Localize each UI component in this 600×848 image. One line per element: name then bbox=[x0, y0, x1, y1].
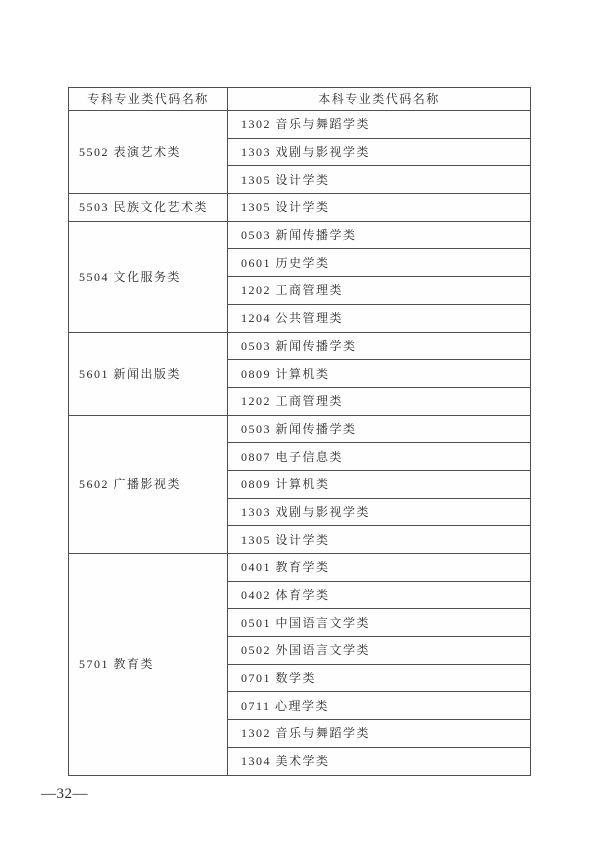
benke-cell: 1305 设计学类 bbox=[228, 166, 531, 194]
benke-cell: 0501 中国语言文学类 bbox=[228, 609, 531, 637]
benke-cell: 1204 公共管理类 bbox=[228, 304, 531, 332]
benke-cell: 0503 新闻传播学类 bbox=[228, 332, 531, 360]
benke-cell: 1305 设计学类 bbox=[228, 194, 531, 222]
benke-cell: 0402 体育学类 bbox=[228, 581, 531, 609]
benke-cell: 0711 心理学类 bbox=[228, 692, 531, 720]
page-number: —32— bbox=[41, 786, 88, 802]
zhuanke-cell: 5701 教育类 bbox=[69, 554, 228, 776]
zhuanke-cell: 5601 新闻出版类 bbox=[69, 332, 228, 415]
column-header-benke: 本科专业类代码名称 bbox=[228, 88, 531, 111]
table-row bbox=[69, 194, 531, 222]
benke-cell: 1303 戏剧与影视学类 bbox=[228, 498, 531, 526]
benke-cell: 0401 教育学类 bbox=[228, 554, 531, 582]
table-row bbox=[69, 111, 531, 139]
table-header-row bbox=[69, 88, 531, 111]
benke-cell: 1303 戏剧与影视学类 bbox=[228, 138, 531, 166]
zhuanke-cell: 5602 广播影视类 bbox=[69, 415, 228, 553]
benke-cell: 1302 音乐与舞蹈学类 bbox=[228, 720, 531, 748]
table-row bbox=[69, 221, 531, 249]
benke-cell: 1202 工商管理类 bbox=[228, 277, 531, 305]
table-row bbox=[69, 415, 531, 443]
benke-cell: 1305 设计学类 bbox=[228, 526, 531, 554]
benke-cell: 0807 电子信息类 bbox=[228, 443, 531, 471]
zhuanke-cell: 5503 民族文化艺术类 bbox=[69, 194, 228, 222]
benke-cell: 1302 音乐与舞蹈学类 bbox=[228, 111, 531, 139]
table-row bbox=[69, 554, 531, 582]
benke-cell: 1202 工商管理类 bbox=[228, 387, 531, 415]
benke-cell: 0601 历史学类 bbox=[228, 249, 531, 277]
zhuanke-cell: 5504 文化服务类 bbox=[69, 221, 228, 332]
benke-cell: 0503 新闻传播学类 bbox=[228, 415, 531, 443]
table-row bbox=[69, 332, 531, 360]
major-code-mapping-table bbox=[68, 87, 531, 776]
benke-cell: 0502 外国语言文学类 bbox=[228, 637, 531, 665]
zhuanke-cell: 5502 表演艺术类 bbox=[69, 111, 228, 194]
benke-cell: 0503 新闻传播学类 bbox=[228, 221, 531, 249]
benke-cell: 0809 计算机类 bbox=[228, 470, 531, 498]
benke-cell: 1304 美术学类 bbox=[228, 747, 531, 775]
benke-cell: 0809 计算机类 bbox=[228, 360, 531, 388]
benke-cell: 0701 数学类 bbox=[228, 664, 531, 692]
column-header-zhuanke: 专科专业类代码名称 bbox=[69, 88, 228, 111]
